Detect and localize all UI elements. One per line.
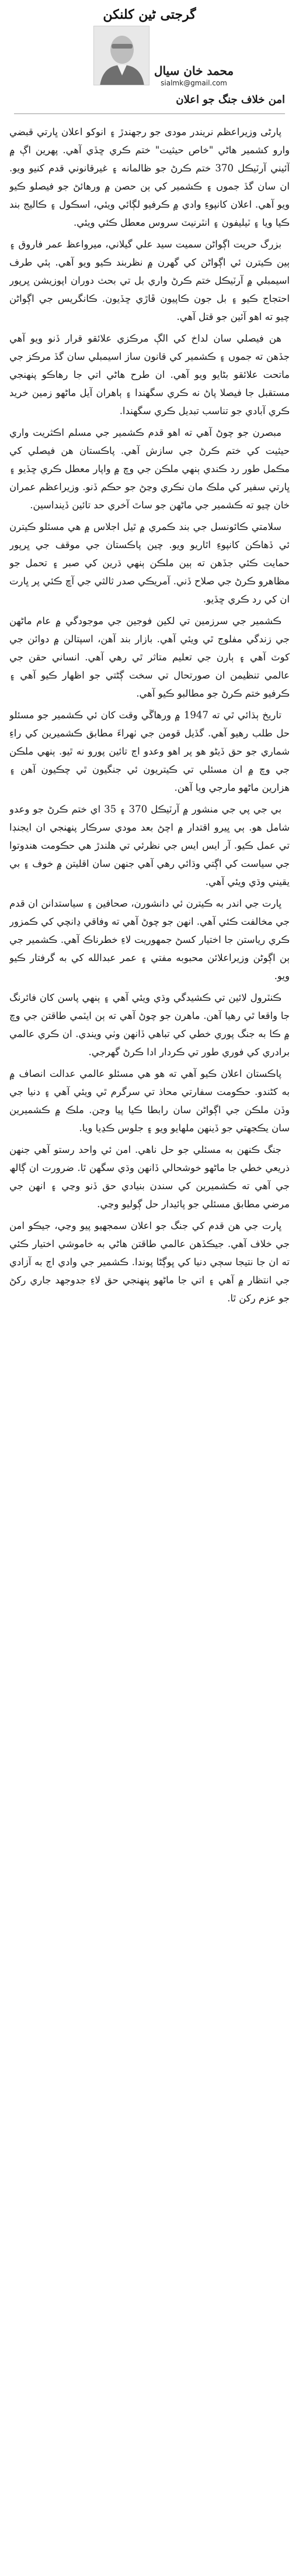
article-paragraph: مبصرن جو چوڻ آھي ته اھو قدم ڪشمير جي مسلم اڪثريت واري حيثيت کي ختم ڪرڻ جي سازش آھي. پاڪستان ھن فيصلي کي مڪمل طور رد ڪندي ٻنھي ملڪن جي وچ ۾ واپار معطل ڪري ڇڏيو ۽ ڀارتي سفير کي ملڪ مان نڪري وڃڻ جو حڪم ڏنو. وزيراعظم عمران خان چيو ته ڪشمير جي ماڻھن جو ساٿ آخري حد تائين ڏينداسين.	[9, 427, 290, 511]
article-paragraph: بي جي پي جي منشور ۾ آرٽيڪل 370 ۽ 35 اي ختم ڪرڻ جو وعدو شامل ھو. ٻي ڀيرو اقتدار ۾ اچڻ بعد مودي سرڪار پنھنجي ان ايجنڊا تي عمل ڪيو. آر ايس ايس جي نظرئي تي ھلندڙ ھي حڪومت ھندوتوا جي سياست کي اڳتي وڌائي رھي آھي جنھن سان اقليتن ۾ خوف ۽ بي يقيني وڌي ويئي آھي.	[9, 804, 290, 887]
article-paragraph: ڪشمير جي سرزمين تي لکين فوجين جي موجودگي ۾ عام ماڻھن جي زندگي مفلوج ٿي ويئي آھي. بازار بند آھن، اسپتالن ۾ دوائن جي کوٽ آھي ۽ ٻارن جي تعليم متاثر ٿي رھي آھي. انساني حقن جي عالمي تنظيمن ان صورتحال تي سخت ڳڻتي جو اظھار ڪيو آھي ۽ ڪرفيو ختم ڪرڻ جو مطالبو ڪيو آھي.	[9, 615, 290, 699]
column-header	[0, 0, 299, 123]
author-name: محمد خان سیال	[154, 64, 234, 78]
author-portrait-icon	[94, 26, 150, 85]
article-paragraph: ھن فيصلي سان لداخ کي الڳ مرڪزي علائقو قرار ڏنو ويو آھي جڏھن ته جموں ۽ ڪشمير کي قانون ساز اسيمبلي سان گڏ مرڪز جي ماتحت علائقو بڻايو ويو آھي. ان طرح ھاڻي اتي جا رھاڪو پنھنجي مستقبل جا فيصلا پاڻ نه ڪري سگھندا ۽ ٻاھران آيل ماڻھو زمين خريد ڪري آبادي جو تناسب تبديل ڪري سگھندا.	[9, 333, 290, 416]
author-photo	[93, 26, 150, 85]
article-paragraph: ڪنٽرول لائين تي ڪشيدگي وڌي ويئي آھي ۽ ٻنھي پاسن کان فائرنگ جا واقعا ٿي رھيا آھن. ماھرن جو چوڻ آھي ته ٻن ايٽمي طاقتن جي وچ ۾ ڪا به جنگ پوري خطي کي تباھي ڏانھن وٺي ويندي. ان ڪري عالمي برادري کي فوري طور تي ڪردار ادا ڪرڻ گھرجي.	[9, 992, 290, 1058]
article-paragraph: جنگ ڪنھن به مسئلي جو حل ناھي. امن ئي واحد رستو آھي جنھن ذريعي خطي جا ماڻھو خوشحالي ڏانھن وڌي سگھن ٿا. ضرورت ان ڳالھ جي آھي ته ڪشميرين کي سندن بنيادي حق ڏنو وڃي ۽ انھن جي مرضي مطابق مسئلي جو پائيدار حل ڳوليو وڃي.	[9, 1144, 290, 1210]
column-title: گرجتی ٹین کلنکن	[103, 7, 196, 22]
article-paragraph: ڀارت جي اندر به ڪيترن ئي دانشورن، صحافين ۽ سياستدانن ان قدم جي مخالفت ڪئي آھي. انھن جو چوڻ آھي ته وفاقي ڍانچي کي ڪمزور ڪري رياستن جا اختيار کسڻ جمهوريت لاءِ خطرناڪ آھي. ڪشمير جي ٻن اڳوڻن وزيراعلائن محبوبه مفتي ۽ عمر عبدالله کي به گرفتار ڪيو ويو.	[9, 898, 290, 982]
article-paragraph: پارٹی وزیراعظم نریندر مودی جو رجھندڙ ۽ انوکو اعلان ڀارتي قبضي وارو کشمير ھاڻي "خاص حيثيت" ختم ڪري ڇڏي آھي. پھرين اڳ ۾ آئيني آرٽيڪل 370 ختم ڪرڻ جو ظالمانه ۽ غيرقانوني قدم کنيو ويو. ان سان گڏ جموں ۽ ڪشمير کي ٻن حصن ۾ ورھائڻ جو فيصلو ڪيو ويو آھي. اعلان کانپوءِ وادي ۾ ڪرفيو لڳائي ويئي، اسڪول ۽ ڪاليج بند ڪيا ويا ۽ ٽيليفون ۽ انٽرنيٽ سروس معطل ڪئي ويئي.	[9, 126, 290, 228]
article-paragraph: ڀارت جي ھن قدم کي جنگ جو اعلان سمجھيو پيو وڃي، جيڪو امن جي خلاف آھي. جيڪڏھن عالمي طاقتن ھاڻي به خاموشي اختيار ڪئي ته ان جا نتيجا سڄي دنيا کي ڀوڳڻا پوندا. ڪشمير جي وادي اڄ به آزادي جي انتظار ۾ آھي ۽ اتي جا ماڻھو پنھنجي حق لاءِ جدوجهد جاري رکڻ جو عزم رکن ٿا.	[9, 1220, 290, 1304]
title-divider	[14, 113, 285, 114]
author-email[interactable]: sialmk@gmail.com	[161, 79, 227, 87]
author-byline	[153, 63, 235, 88]
article-paragraph: تاريخ ٻڌائي ٿي ته 1947 ۾ ورھاڱي وقت کان ئي ڪشمير جو مسئلو حل طلب رھيو آھي. گڏيل قومن جي ٺھراءَ مطابق ڪشميرين کي راءِ شماري جو حق ڏيڻو ھو پر اھو وعدو اڄ تائين پورو نه ٿيو. ٻنھي ملڪن جي وچ ۾ ان مسئلي تي ڪيتريون ئي جنگيون ٿي چڪيون آھن ۽ ھزارين ماڻھو مارجي ويا آھن.	[9, 710, 290, 793]
article-body	[9, 123, 290, 2568]
article-paragraph: سلامتي ڪائونسل جي بند ڪمري ۾ ٿيل اجلاس ۾ ھي مسئلو ڪيترن ئي ڏهاڪن کانپوءِ اٿاريو ويو. چين پاڪستان جي موقف جي ڀرپور حمايت ڪئي جڏھن ته ٻين ملڪن ٻنھي ڌرين کي صبر ۽ تحمل جو مظاھرو ڪرڻ جي صلاح ڏني. آمريڪي صدر ثالثي جي آڇ ڪئي پر ڀارت ان کي رد ڪري ڇڏيو.	[9, 521, 290, 605]
article-title: امن خلاف جنگ جو اعلان	[176, 94, 285, 106]
article-paragraph: پاڪستان اعلان ڪيو آھي ته ھو ھي مسئلو عالمي عدالت انصاف ۾ به کڻندو. حڪومت سفارتي محاذ تي سرگرم ٿي ويئي آھي ۽ دنيا جي وڏن ملڪن جي اڳواڻن سان رابطا ڪيا پيا وڃن. ملڪ ۾ ڪشميرين سان يڪجھتي جو ڏينھن ملهايو ويو ۽ جلوس ڪڍيا ويا.	[9, 1068, 290, 1134]
article-paragraph: بزرگ حريت اڳواڻن سميت سيد علي گيلاني، ميرواعظ عمر فاروق ۽ ٻين ڪيترن ئي اڳواڻن کي گھرن ۾ نظربند ڪيو ويو آھي. ٻئي طرف اسيمبلي ۾ آرٽيڪل ختم ڪرڻ واري بل تي بحث دوران اپوزيشن ڀرپور احتجاج ڪيو ۽ بل جون ڪاپيون ڦاڙي ڇڏيون. ڪانگريس جي اڳواڻن چيو ته اھو آئين جو قتل آھي.	[9, 239, 290, 322]
